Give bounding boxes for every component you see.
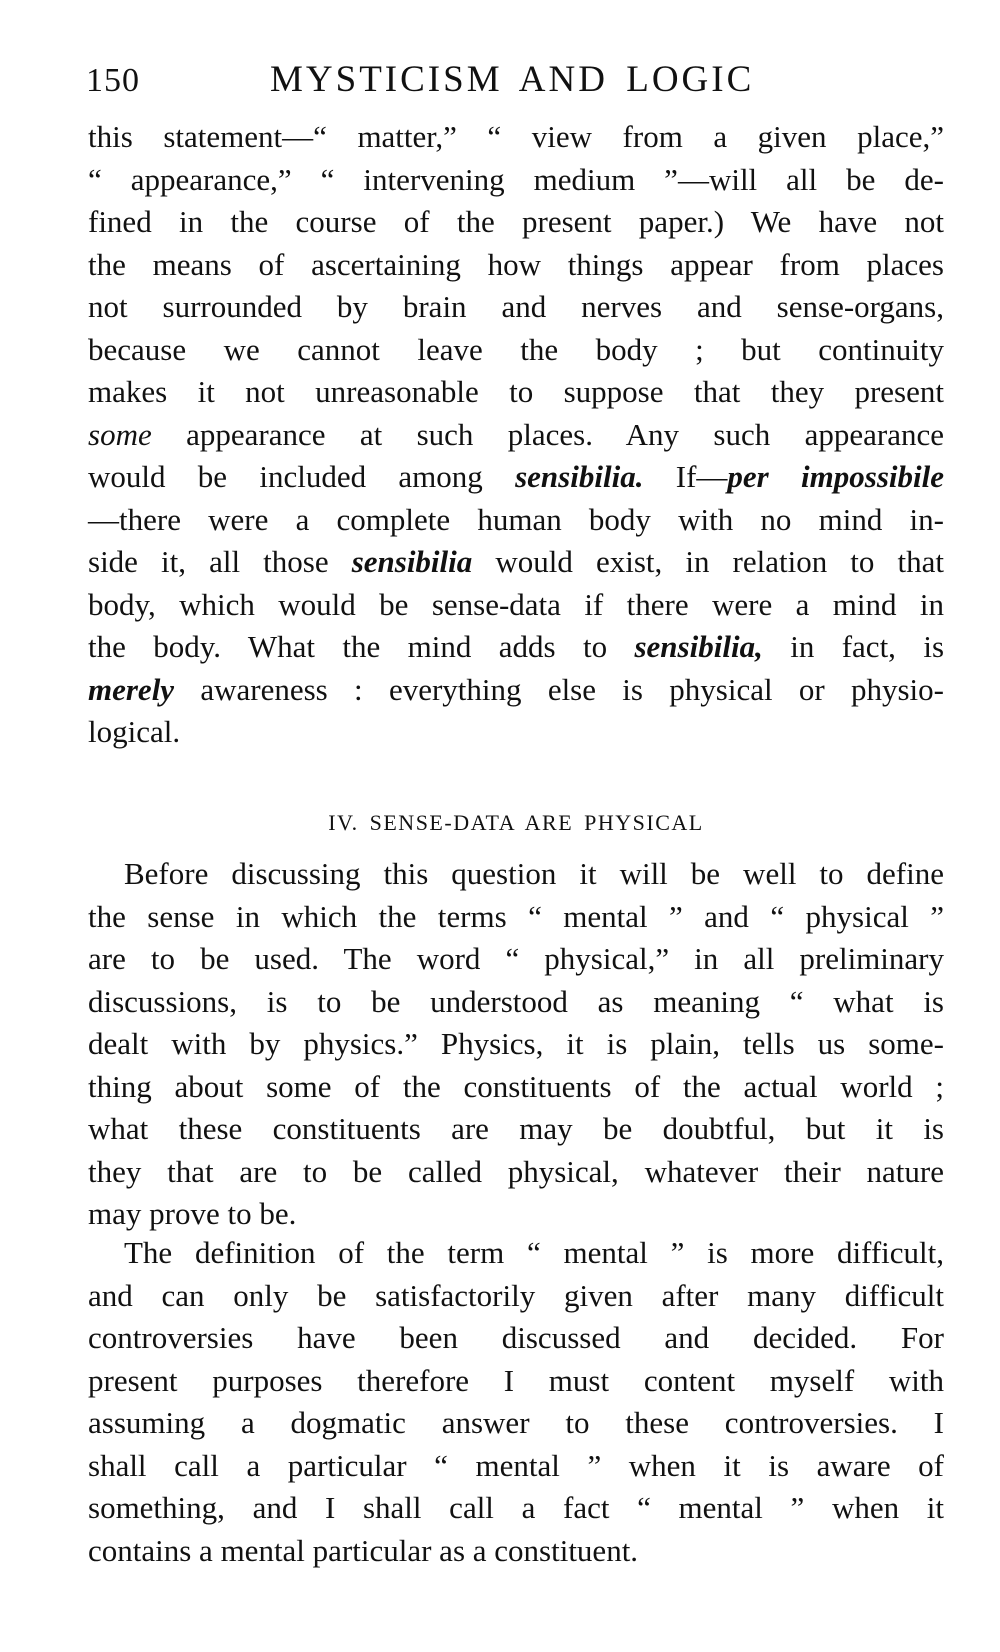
text-line: makes it not unreasonable to suppose that they present — [88, 374, 944, 409]
text-line: body, which would be sense-data if there were a mind in — [88, 586, 944, 622]
italic-term: sensibilia, — [634, 629, 763, 664]
italic-term: sensibilia. — [515, 459, 644, 494]
text-fragment: the body. What the mind adds to — [88, 629, 635, 664]
text-line: thing about some of the constituents of the actual world ; — [88, 1068, 944, 1104]
text-fragment: If— — [643, 459, 728, 494]
section-heading: IV. SENSE-DATA ARE PHYSICAL — [328, 810, 704, 835]
text-line: dealt with by physics.” Physics, it is plain, tells us some- — [88, 1026, 944, 1061]
text-fragment: appearance at such places. Any such appearance — [151, 416, 944, 452]
text-line — [88, 414, 944, 457]
text-line: contains a mental particular as a constituent. — [88, 1532, 639, 1568]
text-line: Before discussing this question it will be well to define — [124, 856, 944, 891]
text-line: —there were a complete human body with no mind in- — [88, 501, 944, 537]
text-line: The definition of the term “ mental ” is more difficult, — [124, 1235, 944, 1270]
text-line: the sense in which the terms “ mental ” and “ physical ” — [88, 898, 944, 934]
text-line: this statement—“ matter,” “ view from a given place,” — [88, 119, 944, 154]
running-head — [86, 58, 946, 102]
paragraph-continued — [88, 116, 944, 754]
text-line: shall call a particular “ mental ” when it is aware of — [88, 1447, 944, 1483]
page-number: 150 — [86, 62, 140, 99]
text-line: fined in the course of the present paper.) We have not — [88, 204, 944, 239]
text-line: assuming a dogmatic answer to these controversies. I — [88, 1405, 944, 1440]
italic-term: sensibilia — [351, 544, 473, 579]
text-line: may prove to be. — [88, 1196, 297, 1231]
text-line: and can only be satisfactorily given after many difficult — [88, 1277, 944, 1313]
text-line: logical. — [88, 714, 181, 749]
text-line: what these constituents are may be doubtful, but it is — [88, 1111, 944, 1146]
text-line — [88, 669, 944, 712]
paragraph — [88, 1232, 944, 1572]
text-line: because we cannot leave the body ; but continuity — [88, 331, 944, 367]
text-fragment: side it, all those — [88, 544, 352, 579]
text-line: discussions, is to be understood as meaning “ what is — [88, 983, 944, 1019]
italic-word: merely — [88, 671, 175, 707]
text-line: are to be used. The word “ physical,” in all preliminary — [88, 941, 944, 976]
text-fragment: awareness : everything else is physical or physio- — [174, 671, 944, 707]
text-line: present purposes therefore I must content myself with — [88, 1362, 944, 1398]
text-line: controversies have been discussed and decided. For — [88, 1320, 944, 1355]
paragraph — [88, 853, 944, 1236]
text-line — [88, 541, 944, 584]
text-line: they that are to be called physical, whatever their nature — [88, 1153, 944, 1189]
text-line: something, and I shall call a fact “ mental ” when it — [88, 1490, 944, 1525]
text-line: not surrounded by brain and nerves and sense-organs, — [88, 289, 944, 324]
italic-word: some — [88, 416, 152, 452]
text-line: the means of ascertaining how things appear from places — [88, 246, 944, 282]
text-line — [88, 456, 944, 499]
text-fragment: would be included among — [88, 459, 516, 494]
text-fragment: in fact, is — [762, 629, 945, 664]
italic-phrase: per impossibile — [727, 459, 944, 494]
text-fragment: would exist, in relation to that — [472, 544, 944, 579]
book-title: MYSTICISM AND LOGIC — [270, 59, 755, 100]
text-line: “ appearance,” “ intervening medium ”—will all be de- — [88, 161, 944, 197]
text-line — [88, 626, 944, 669]
